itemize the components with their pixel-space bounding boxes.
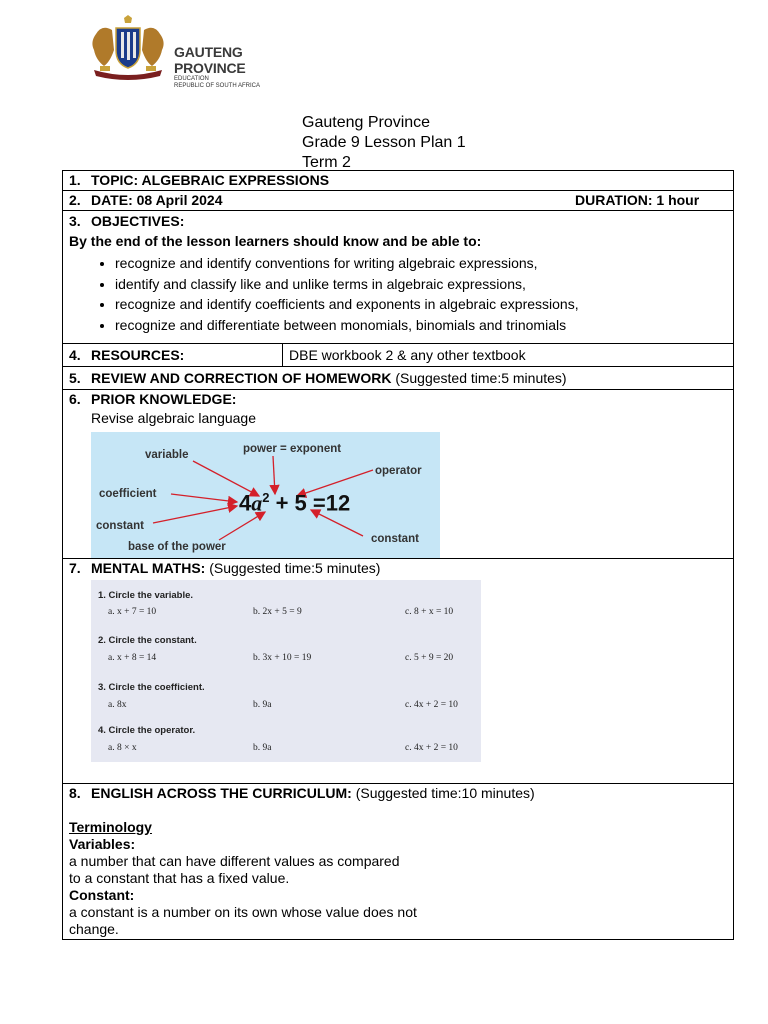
label-operator: operator xyxy=(375,465,422,477)
question-2-option-a: a. x + 8 = 14 xyxy=(108,653,157,663)
prior-number: 6. xyxy=(69,391,81,407)
expression xyxy=(239,488,351,516)
english-number: 8. xyxy=(69,785,81,801)
prior-knowledge-row xyxy=(63,390,734,559)
constant-heading: Constant: xyxy=(69,887,135,903)
label-variable: variable xyxy=(145,449,189,461)
question-3-option-b: b. 9a xyxy=(253,700,272,710)
resources-row xyxy=(63,344,734,367)
resources-label: RESOURCES: xyxy=(91,347,185,363)
constant-text-2: change. xyxy=(69,921,119,937)
objective-item: • recognize and identify coefficients and exponents in algebraic expressions, xyxy=(115,294,727,315)
topic-number: 1. xyxy=(69,172,81,188)
objective-item: • recognize and differentiate between monomials, binomials and trinomials xyxy=(115,315,727,336)
arrow-constant-left xyxy=(153,506,237,523)
topic-row xyxy=(63,171,734,191)
question-4-option-a: a. 8 × x xyxy=(108,743,137,753)
question-1-option-a: a. x + 7 = 10 xyxy=(108,607,157,617)
lesson-plan-table xyxy=(62,170,734,940)
question-1-option-c: c. 8 + x = 10 xyxy=(405,607,454,617)
objectives-label: OBJECTIVES: xyxy=(91,213,185,229)
expression-exponent: 2 xyxy=(262,490,270,505)
date-number: 2. xyxy=(69,192,81,208)
logo-text xyxy=(174,44,293,90)
question-3-option-a: a. 8x xyxy=(108,700,127,710)
question-2-option-c: c. 5 + 9 = 20 xyxy=(405,653,454,663)
question-4: 4. Circle the operator. xyxy=(98,725,196,736)
question-2: 2. Circle the constant. xyxy=(98,635,197,646)
english-row xyxy=(63,784,734,940)
objectives-row xyxy=(63,211,734,344)
review-row xyxy=(63,367,734,390)
resources-number: 4. xyxy=(69,347,81,363)
variables-heading: Variables: xyxy=(69,836,136,852)
arrow-coefficient xyxy=(171,494,237,502)
objective-item: • recognize and identify conventions for writing algebraic expressions, xyxy=(115,253,727,274)
document-header xyxy=(302,113,466,173)
coat-of-arms-icon xyxy=(88,14,168,84)
objective-item: • identify and classify like and unlike terms in algebraic expressions, xyxy=(115,274,727,295)
review-label: REVIEW AND CORRECTION OF HOMEWORK xyxy=(91,370,392,386)
expression-variable: a xyxy=(251,490,263,516)
label-coefficient: coefficient xyxy=(99,488,157,500)
question-1-option-b: b. 2x + 5 = 9 xyxy=(253,607,302,617)
logo-line1: EDUCATION xyxy=(174,76,209,82)
constant-text-1: a constant is a number on its own whose value does not xyxy=(69,904,417,920)
objectives-intro: By the end of the lesson learners should know and be able to: xyxy=(69,233,482,249)
mental-maths-figure xyxy=(91,580,481,762)
terminology-heading: Terminology xyxy=(69,819,152,835)
mental-note: (Suggested time:5 minutes) xyxy=(209,560,381,576)
label-constant-left: constant xyxy=(96,520,144,532)
logo-name: GAUTENG PROVINCE xyxy=(174,44,246,76)
gauteng-logo xyxy=(88,14,293,89)
logo-line2: REPUBLIC OF SOUTH AFRICA xyxy=(174,83,261,89)
header-line3: Term 2 xyxy=(302,154,351,171)
question-3-option-c: c. 4x + 2 = 10 xyxy=(405,700,458,710)
question-3: 3. Circle the coefficient. xyxy=(98,682,205,693)
topic-label: TOPIC: ALGEBRAIC EXPRESSIONS xyxy=(91,172,330,188)
date-label: DATE: 08 April 2024 xyxy=(91,192,223,208)
duration-label: DURATION: 1 hour xyxy=(575,192,700,208)
question-1: 1. Circle the variable. xyxy=(98,590,194,601)
label-base: base of the power xyxy=(128,541,226,553)
prior-text: Revise algebraic language xyxy=(91,410,256,426)
arrow-base xyxy=(219,512,265,540)
resources-value: DBE workbook 2 & any other textbook xyxy=(283,344,734,367)
expression-rest: + 5 =12 xyxy=(269,490,351,516)
label-constant-right: constant xyxy=(371,533,419,545)
objectives-number: 3. xyxy=(69,213,81,229)
question-4-option-b: b. 9a xyxy=(253,743,272,753)
header-line1: Gauteng Province xyxy=(302,114,431,131)
english-label: ENGLISH ACROSS THE CURRICULUM: xyxy=(91,785,352,801)
review-number: 5. xyxy=(69,370,81,386)
variables-text-2: to a constant that has a fixed value. xyxy=(69,870,290,886)
review-note: (Suggested time:5 minutes) xyxy=(395,370,567,386)
objectives-list xyxy=(69,253,727,335)
label-power: power = exponent xyxy=(243,443,342,455)
variables-text-1: a number that can have different values as compared xyxy=(69,853,400,869)
prior-label: PRIOR KNOWLEDGE: xyxy=(91,391,237,407)
question-4-option-c: c. 4x + 2 = 10 xyxy=(405,743,458,753)
mental-label: MENTAL MATHS: xyxy=(91,560,206,576)
algebraic-language-figure xyxy=(91,432,440,558)
expression-coefficient: 4 xyxy=(239,490,252,516)
header-line2: Grade 9 Lesson Plan 1 xyxy=(302,134,466,151)
mental-maths-row xyxy=(63,559,734,784)
mental-number: 7. xyxy=(69,560,81,576)
question-2-option-b: b. 3x + 10 = 19 xyxy=(253,653,312,663)
date-row xyxy=(63,191,734,211)
english-note: (Suggested time:10 minutes) xyxy=(355,785,535,801)
